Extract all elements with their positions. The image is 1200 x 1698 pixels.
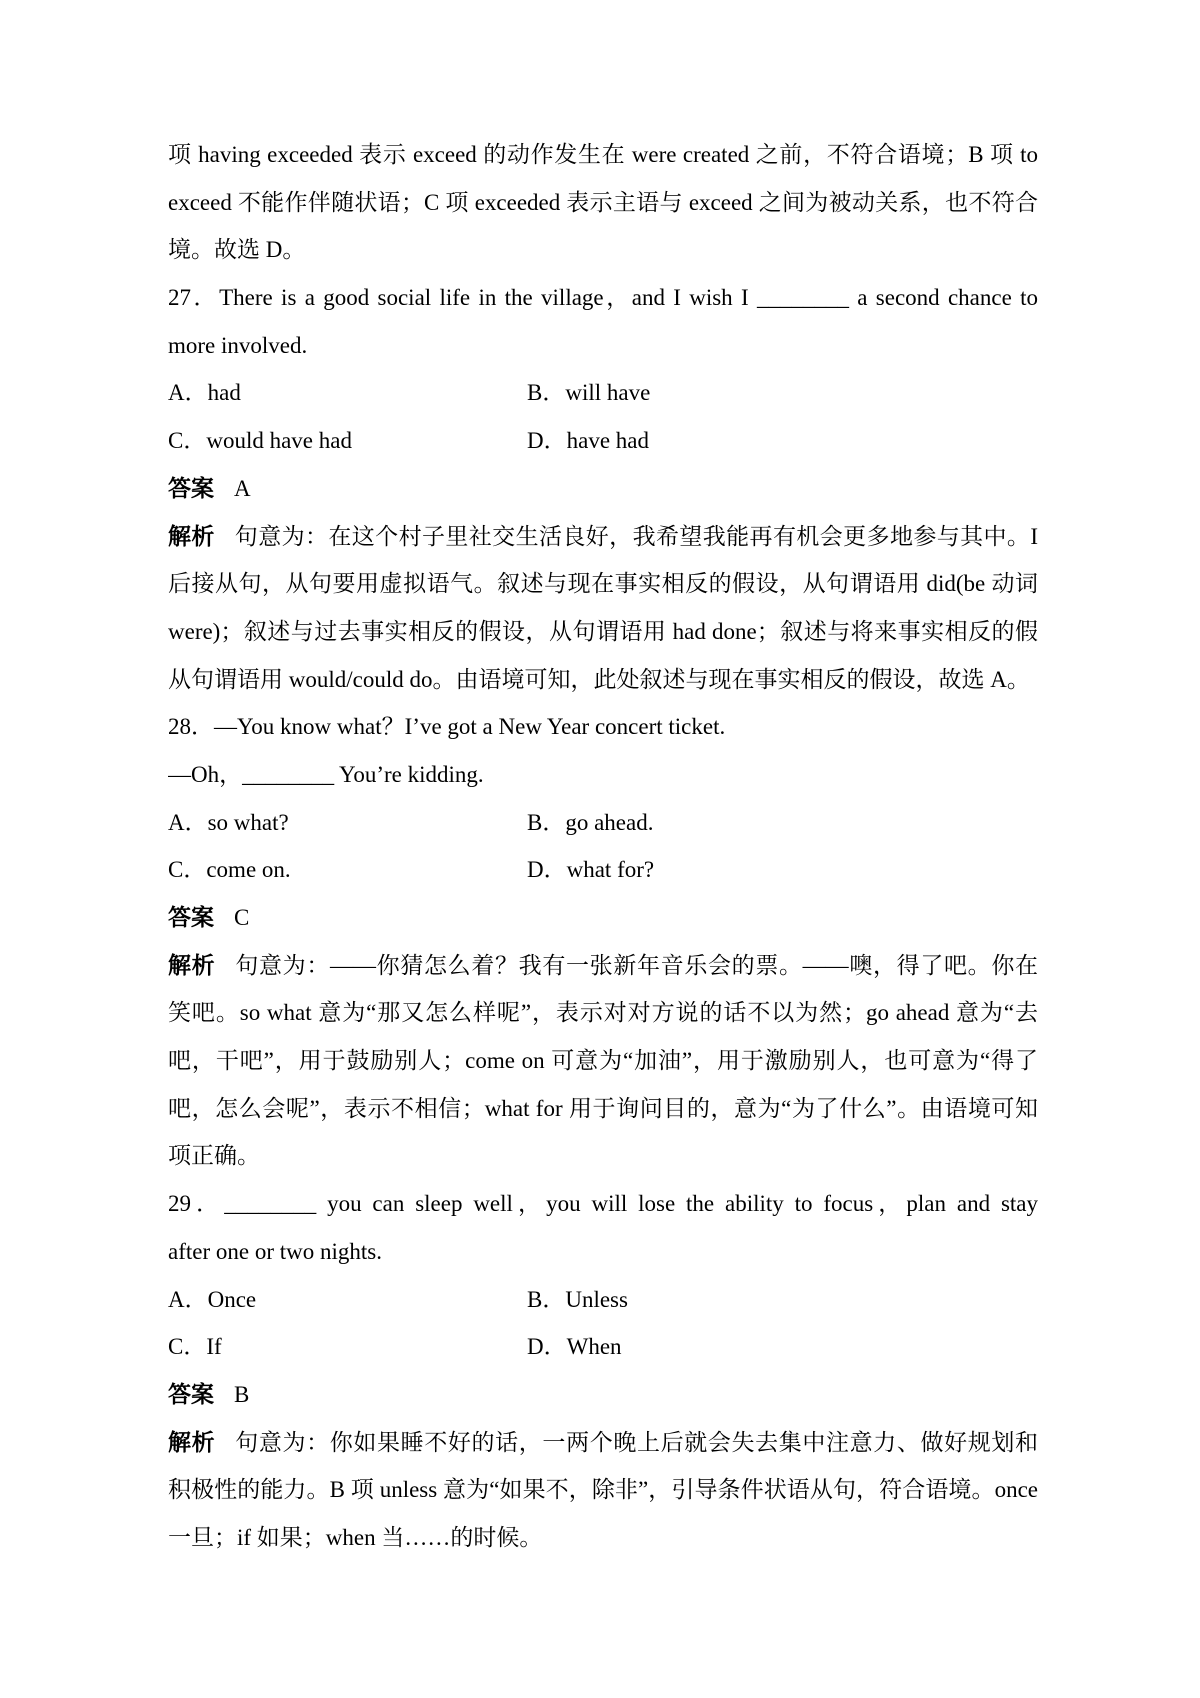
analysis-text: 句意为：你如果睡不好的话，一两个晚上后就会失去集中注意力、做好规划和 [235, 1429, 1038, 1455]
answer-value: A [234, 475, 251, 501]
option-d: D．When [527, 1334, 622, 1360]
analysis-text: 句意为：在这个村子里社交生活良好，我希望我能再有机会更多地参与其中。I [234, 523, 1038, 549]
option-d: D．what for? [527, 857, 655, 883]
analysis-line [168, 1419, 1038, 1467]
analysis-label: 解析 [168, 951, 216, 978]
analysis-line: 境。故选 D。 [168, 237, 306, 263]
analysis-line: 积极性的能力。B 项 unless 意为“如果不，除非”，引导条件状语从句，符合语境。once [168, 1477, 1038, 1503]
question-stem: 28．—You know what？I’ve got a New Year concert ticket. [168, 714, 726, 740]
answer-value: C [234, 905, 250, 930]
option-b: B．will have [527, 380, 651, 406]
answer-label: 答案 [168, 1380, 214, 1407]
option-c: C．If [168, 1334, 222, 1360]
document-content [168, 131, 1038, 1562]
option-d: D．have had [527, 428, 649, 454]
answer-label: 答案 [168, 904, 214, 930]
question-stem: after one or two nights. [168, 1238, 382, 1264]
analysis-text: 句意为：——你猜怎么着？我有一张新年音乐会的票。——噢，得了吧。你在 [235, 952, 1038, 978]
answer-row [168, 894, 1038, 942]
options-row [168, 799, 1038, 847]
option-a: A．had [168, 380, 241, 406]
answer-row [168, 465, 1038, 513]
analysis-line [168, 942, 1038, 990]
question-stem: 27．There is a good social life in the village，and I wish I ________ a second chance to [168, 285, 1038, 311]
option-c: C．come on. [168, 857, 291, 883]
analysis-line: 一旦；if 如果；when 当……的时候。 [168, 1524, 543, 1550]
analysis-label: 解析 [168, 1428, 216, 1455]
analysis-label: 解析 [168, 522, 215, 549]
answer-label: 答案 [168, 474, 214, 501]
options-row [168, 369, 1038, 417]
analysis-line [168, 513, 1038, 561]
answer-value: B [234, 1381, 250, 1407]
analysis-line: 后接从句，从句要用虚拟语气。叙述与现在事实相反的假设，从句谓语用 did(be 动词 [168, 571, 1038, 597]
analysis-line: 从句谓语用 would/could do。由语境可知，此处叙述与现在事实相反的假设，故选 A。 [168, 666, 1030, 692]
option-c: C．would have had [168, 428, 352, 454]
question-stem: more involved. [168, 332, 308, 358]
question-stem: 29．________ you can sleep well，you will lose the ability to focus，plan and stay [168, 1191, 1038, 1217]
options-row [168, 1276, 1038, 1324]
option-a: A．Once [168, 1286, 257, 1312]
option-b: B．go ahead. [527, 809, 654, 835]
option-b: B．Unless [527, 1286, 628, 1312]
analysis-line: 项正确。 [168, 1143, 260, 1169]
analysis-line: 吧，干吧”，用于鼓励别人；come on 可意为“加油”，用于激励别人，也可意为“得了 [168, 1048, 1038, 1074]
analysis-line: were)；叙述与过去事实相反的假设，从句谓语用 had done；叙述与将来事实相反的假 [168, 618, 1038, 644]
question-stem: —Oh，________ You’re kidding. [168, 761, 484, 787]
options-row [168, 1323, 1038, 1371]
options-row [168, 846, 1038, 894]
analysis-line: exceed 不能作伴随状语；C 项 exceeded 表示主语与 exceed 之间为被动关系，也不符合 [168, 189, 1038, 215]
option-a: A．so what? [168, 809, 289, 835]
analysis-line: 笑吧。so what 意为“那又怎么样呢”，表示对对方说的话不以为然；go ahead 意为“去 [168, 1000, 1038, 1026]
answer-row [168, 1371, 1038, 1419]
analysis-line: 项 having exceeded 表示 exceed 的动作发生在 were created 之前，不符合语境；B 项 to [168, 142, 1038, 167]
analysis-line: 吧，怎么会呢”，表示不相信；what for 用于询问目的，意为“为了什么”。由语境可知 [168, 1095, 1038, 1121]
options-row [168, 417, 1038, 465]
